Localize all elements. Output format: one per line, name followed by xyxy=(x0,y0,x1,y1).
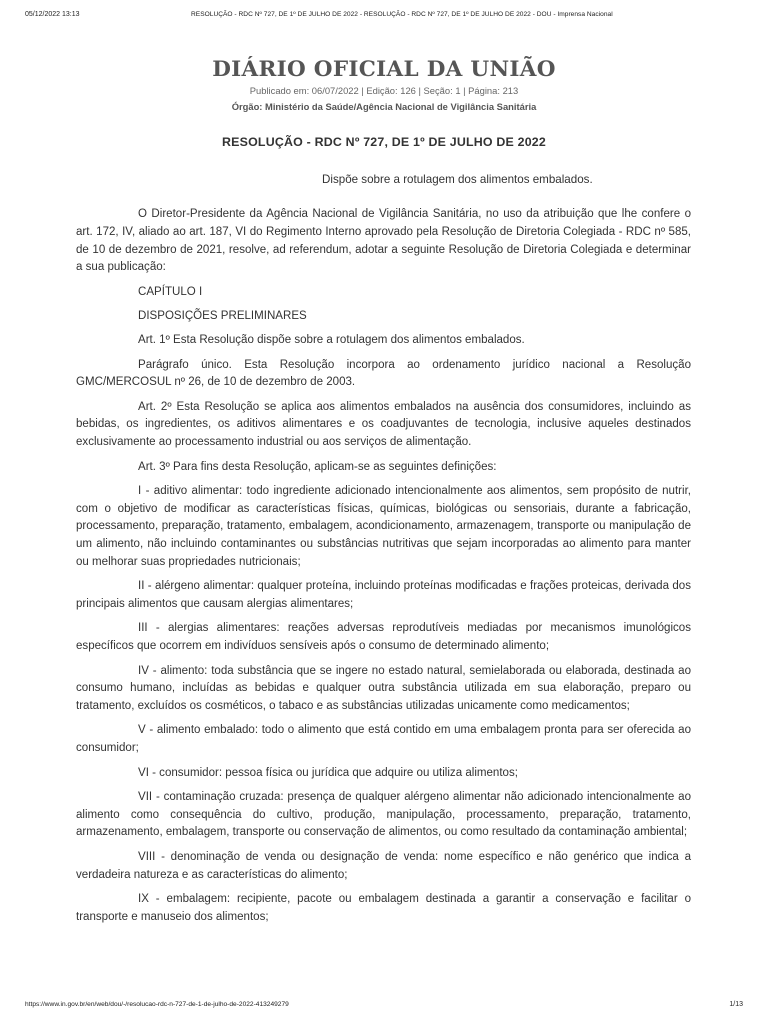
print-footer xyxy=(25,1001,743,1013)
publication-info: Publicado em: 06/07/2022 | Edição: 126 | Seção: 1 | Página: 213 xyxy=(249,85,519,96)
definition-item: III - alergias alimentares: reações adversas reprodutíveis mediadas por mecanismos imunológicos específicos que ocorrem em indivíduos sensíveis após o consumo de determinado alimento; xyxy=(76,622,691,653)
page-url: https://www.in.gov.br/en/web/dou/-/resolucao-rdc-n-727-de-1-de-julho-de-2022-413249279 xyxy=(25,1001,289,1008)
article-paragraph: Art. 2º Esta Resolução se aplica aos alimentos embalados na ausência dos consumidores, incluindo as bebidas, os ingredientes, os aditivos alimentares e os coadjuvantes de tecnologia, inclusive aqueles destinados exclusivamente ao processamento industrial ou aos serviços de alimentação. xyxy=(76,400,691,449)
definition-item: IX - embalagem: recipiente, pacote ou embalagem destinada a garantir a conservação e facilitar o transporte e manuseio dos alimentos; xyxy=(76,892,691,923)
definition-item: IV - alimento: toda substância que se ingere no estado natural, semielaborada ou elaborada, destinada ao consumo humano, incluídas as bebidas e qualquer outra substância utilizada em sua elaboração, preparo ou tratamento, excluídos os cosméticos, o tabaco e as substâncias utilizadas unicamente como medicamentos; xyxy=(76,664,691,713)
act-body xyxy=(76,206,691,933)
chapter-subheading: DISPOSIÇÕES PRELIMINARES xyxy=(138,309,307,322)
organ-info: Órgão: Ministério da Saúde/Agência Nacional de Vigilância Sanitária xyxy=(231,101,537,112)
act-ementa: Dispõe sobre a rotulagem dos alimentos embalados. xyxy=(322,173,593,186)
newspaper-title: DIÁRIO OFICIAL DA UNIÃO xyxy=(212,57,556,82)
preamble-paragraph: O Diretor-Presidente da Agência Nacional de Vigilância Sanitária, no uso da atribuição que lhe confere o art. 172, IV, aliado ao art. 187, VI do Regimento Interno aprovado pela Resolução de Diretoria Colegiada - RDC nº 585, de 10 de dezembro de 2021, resolve, ad referendum, adotar a seguinte Resolução de Diretoria Colegiada e determinar a sua publicação: xyxy=(76,208,691,274)
article-paragraph: Art. 3º Para fins desta Resolução, aplicam-se as seguintes definições: xyxy=(138,460,497,473)
print-header xyxy=(25,11,743,23)
print-page-title: RESOLUÇÃO - RDC Nº 727, DE 1º DE JULHO DE 2022 - RESOLUÇÃO - RDC Nº 727, DE 1º DE JULHO DE 2022 - DOU - Imprensa Nacional xyxy=(191,11,613,18)
definition-item: II - alérgeno alimentar: qualquer proteína, incluindo proteínas modificadas e frações proteicas, derivada dos principais alimentos que causam alergias alimentares; xyxy=(76,580,691,611)
definition-item: VIII - denominação de venda ou designação de venda: nome específico e não genérico que indica a verdadeira natureza e as características do alimento; xyxy=(76,850,691,881)
act-title: RESOLUÇÃO - RDC Nº 727, DE 1º DE JULHO DE 2022 xyxy=(222,135,546,149)
print-datetime: 05/12/2022 13:13 xyxy=(25,11,80,18)
definition-item: VI - consumidor: pessoa física ou jurídica que adquire ou utiliza alimentos; xyxy=(138,766,518,779)
definition-item: I - aditivo alimentar: todo ingrediente adicionado intencionalmente aos alimentos, sem propósito de nutrir, com o objetivo de modificar as características físicas, químicas, biológicas ou sensoriais, durante a fabricação, processamento, preparação, tratamento, embalagem, acondicionamento, armazenagem, transporte ou manipulação de um alimento, não incluindo contaminantes ou substâncias nutritivas que sejam incorporadas ao alimento para manter ou melhorar suas propriedades nutricionais; xyxy=(76,484,691,569)
masthead xyxy=(0,57,768,114)
chapter-heading: CAPÍTULO I xyxy=(138,285,203,298)
page-number: 1/13 xyxy=(729,1001,743,1008)
definition-item: VII - contaminação cruzada: presença de qualquer alérgeno alimentar não adicionado intencionalmente ao alimento como consequência do cultivo, produção, manipulação, processamento, preparação, tratamento, armazenamento, embalagem, transporte ou conservação de alimentos, ou como resultado da contaminação ambiental; xyxy=(76,790,691,839)
definition-item: V - alimento embalado: todo o alimento que está contido em uma embalagem pronta para ser oferecida ao consumidor; xyxy=(76,724,691,755)
article-paragraph: Parágrafo único. Esta Resolução incorpora ao ordenamento jurídico nacional a Resolução GMC/MERCOSUL nº 26, de 10 de dezembro de 2003. xyxy=(76,358,691,389)
article-paragraph: Art. 1º Esta Resolução dispõe sobre a rotulagem dos alimentos embalados. xyxy=(138,334,525,347)
